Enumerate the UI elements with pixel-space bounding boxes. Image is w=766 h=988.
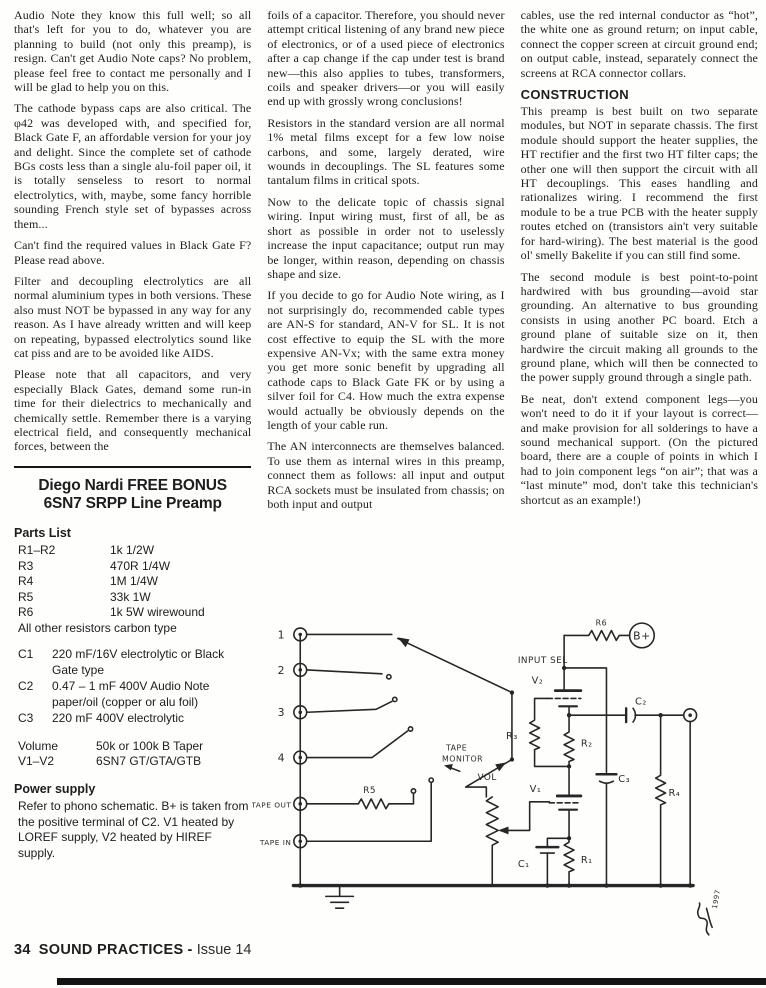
input-2-label: 2 xyxy=(277,663,285,677)
r3-label: R₃ xyxy=(506,730,518,742)
part-value: 0.47 – 1 mF 400V Audio Note paper/oil (copper or alu foil) xyxy=(52,679,210,709)
r5-label: R5 xyxy=(363,785,377,796)
selector-arrowhead xyxy=(398,637,410,647)
input2-wire xyxy=(307,670,382,674)
ground-symbol xyxy=(326,886,354,909)
tape-out-contact xyxy=(411,789,415,793)
selector-contact-3 xyxy=(393,697,397,701)
r2-label: R₂ xyxy=(580,738,593,750)
bonus-title-line2: 6SN7 SRPP Line Preamp xyxy=(43,494,222,512)
part-ref: V1–V2 xyxy=(18,754,55,769)
schematic-svg xyxy=(252,614,764,970)
bonus-parts-box xyxy=(14,466,251,862)
selector-contact-2 xyxy=(387,675,391,679)
parts-row xyxy=(14,543,251,559)
part-ref: C3 xyxy=(18,711,34,726)
v2-label: V₂ xyxy=(531,675,544,687)
paragraph: The AN interconnects are themselves balanced. To use them as internal wires in this preamp, connect them as follows: all input and output RCA sockets must be insulated from chassis; on both input and output xyxy=(267,439,505,511)
part-ref: R3 xyxy=(18,558,34,573)
r1-label: R₁ xyxy=(580,854,593,866)
paragraph: Be neat, don't extend component legs—you won't need to do it if your layout is correct—and make provision for all solderings to have a sound mechanical support. (On the pictured board, there are a couple of points in which I had to join component legs “on air”; that was a “last minute” mod, don't take this technician's shortcut as an example!) xyxy=(520,391,758,507)
resistor-r1 xyxy=(564,838,574,885)
paragraph: Resistors in the standard version are all normal 1% metal films except for a few low noise carbons, and some, largely derated, wire wounds in decouplings. The SL features some tantalum films in critical spots. xyxy=(267,115,505,188)
volume-wiper-wire xyxy=(500,802,549,831)
resistor-r2 xyxy=(564,715,574,766)
part-ref: R4 xyxy=(18,574,34,589)
input-4-label: 4 xyxy=(277,751,285,765)
tape-monitor-label-line1: TAPE xyxy=(445,743,468,753)
part-value: 470R 1/4W xyxy=(110,558,171,573)
parts-row xyxy=(14,754,251,770)
page-footer xyxy=(14,942,252,958)
signature-year: 1997 xyxy=(710,888,723,910)
parts-row xyxy=(14,679,251,710)
input-3-label: 3 xyxy=(277,706,285,720)
tape-monitor-arrowhead xyxy=(495,762,506,771)
part-value: 220 mF 400V electrolytic xyxy=(52,711,185,726)
tape-in-label: TAPE IN xyxy=(259,838,292,848)
parts-row xyxy=(14,559,251,575)
paragraph: If you decide to go for Audio Note wiring, as I not surprisingly do, recommended cable types are AN-S for standard, AN-V for SL. It is not cost effective to equip the SL with the more expensive AN-Vx; with the same extra money you get more sonic benefit by upgrading all cathode caps to Black Gate FK or by using a silver foil for C4. How much the extra expense would actually be obviously depends on the length of your cable run. xyxy=(267,288,505,432)
r4-label: R₄ xyxy=(668,787,681,799)
part-value: 1k 1/2W xyxy=(110,543,155,558)
vol-label: VOL xyxy=(477,773,497,784)
parts-row xyxy=(14,590,251,606)
footer-separator: - xyxy=(187,942,193,958)
resistors-note: All other resistors carbon type xyxy=(18,620,177,635)
resistor-r3 xyxy=(530,698,569,766)
other-parts-list xyxy=(14,739,251,770)
paragraph: Now to the delicate topic of chassis signal wiring. Input wiring must, first of all, be as short as possible in order not to uselessly increase the input capacitance; output run may be longer, within reason, depending on chassis shape and size. xyxy=(267,194,505,281)
paragraph: Audio Note they know this full well; so all that's left for you to do, whatever you are planning to build (not only this preamp), is resign. Can't get Audio Note caps? No problem, please feel free to contact me personally and I will be glad to help you on this. xyxy=(14,8,252,95)
part-value: 6SN7 GT/GTA/GTB xyxy=(96,754,202,769)
parts-row xyxy=(14,711,251,727)
r6-label: R6 xyxy=(595,618,608,628)
issue-number: Issue 14 xyxy=(196,942,252,958)
part-value: 1k 5W wirewound xyxy=(110,605,205,620)
tape-monitor-label-line2: MONITOR xyxy=(442,754,484,764)
page-number: 34 xyxy=(14,942,31,958)
scan-edge-artifact xyxy=(57,978,766,985)
part-ref: R6 xyxy=(18,605,34,620)
column-1 xyxy=(14,8,251,861)
schematic-drawing xyxy=(252,614,764,970)
input4-wire xyxy=(307,731,407,758)
magazine-name: SOUND PRACTICES xyxy=(38,942,184,958)
paragraph: The cathode bypass caps are also critical. The φ42 was developed with, and specified for, Black Gate F, an affordable version for your joy and delight. Since the complete set of cathode BGs costs less than a single alu-foil paper oil, it is totally senseless to resort to normal electrolytics, with, maybe, some fancy horrible sounding French style set of bypasses across them... xyxy=(14,101,252,231)
c2-label: C₂ xyxy=(635,696,647,708)
part-ref: C1 xyxy=(18,647,34,662)
paragraph: cables, use the red internal conductor as “hot”, the white one as ground return; on input cable, connect the copper screen at circuit ground end; on output cable, instead, separately connect the screens at RCA connector collars. xyxy=(520,8,758,80)
v1-label: V₁ xyxy=(529,784,542,795)
paragraph: foils of a capacitor. Therefore, you should never attempt critical listening of any brand new piece of electronics, or of a used piece of electronics after a cap change if the cap under test is brand new—this also applies to tubes, transformers, coils and speaker drivers—or you will easily end up with grossly wrong conclusions! xyxy=(267,8,505,109)
power-supply-heading: Power supply xyxy=(14,781,96,796)
parts-list-heading: Parts List xyxy=(14,525,71,540)
part-ref: R1–R2 xyxy=(18,543,56,558)
volume-pot xyxy=(486,797,498,886)
bonus-title-line1: Diego Nardi FREE BONUS xyxy=(38,476,227,494)
part-ref: C2 xyxy=(18,679,34,694)
selector-wiper-wire xyxy=(398,638,512,692)
paragraph: Filter and decoupling electrolytics are all normal aluminium types in both versions. These also must NOT be bypassed in any way for any reason. As I have already written and will keep on repeating, bypassed electrolytics sound like cat piss and are to be avoided like AIDS. xyxy=(14,273,252,360)
parts-row xyxy=(14,605,251,621)
power-supply-text: Refer to phono schematic. B+ is taken from the positive terminal of C2. V1 heated by LOREF supply, V2 heated by HIREF supply. xyxy=(18,799,249,860)
resistor-r4 xyxy=(656,715,666,885)
resistor-r6 xyxy=(564,631,629,641)
c1-label: C₁ xyxy=(517,858,530,870)
schematic-labels xyxy=(252,619,722,910)
c3-label: C₃ xyxy=(618,774,631,786)
construction-heading: CONSTRUCTION xyxy=(520,87,629,103)
part-ref: R5 xyxy=(18,589,34,604)
part-value: 220 mF/16V electrolytic or Black Gate type xyxy=(52,647,225,677)
part-value: 33k 1W xyxy=(110,589,151,604)
part-ref: Volume xyxy=(18,738,59,753)
parts-row xyxy=(14,647,251,678)
part-value: 1M 1/4W xyxy=(110,574,159,589)
input-1-label: 1 xyxy=(277,628,285,642)
paragraph: This preamp is best built on two separate modules, but NOT in separate chassis. The first module should support the heater supplies, the HT rectifier and the first two HT filter caps; the other one will then support the circuit with all HT decouplings. This eases handling and rationalizes wiring. I recommend the first module to be a true PCB with the heater supply routes etched on (transistors ain't very suitable for hard-wiring). The best material is the good ol' smelly Bakelite if you can still find some. xyxy=(520,104,758,263)
parts-row xyxy=(14,739,251,755)
tape-in-contact xyxy=(429,778,433,782)
bplus-label: B+ xyxy=(633,629,651,643)
parts-row xyxy=(14,574,251,590)
tape-out-label: TAPE OUT xyxy=(252,800,292,810)
paragraph: Please note that all capacitors, and very especially Black Gates, demand some run-in time for their dielectrics to mechanically and chemically settle. Remember there is a varying electrical field, and consequently mechanical forces, between the xyxy=(14,367,252,454)
input-sel-label: INPUT SEL xyxy=(517,656,568,667)
part-value: 50k or 100k B Taper xyxy=(96,738,204,753)
resistor-r5 xyxy=(358,799,389,809)
capacitor-list xyxy=(14,647,251,727)
paragraph: The second module is best point-to-point hardwired with bus grounding—avoid star grounding. An alternative to bus grounding consists in using another PC board. Etch a ground plane of suitable size on it, then hardwire the circuit making all grounds to the ground plane, which will then be connected to the power supply ground through a single path. xyxy=(520,269,758,385)
input3-wire xyxy=(307,701,392,712)
volume-wiper-arrowhead xyxy=(498,826,508,834)
selector-contact-4 xyxy=(408,727,412,731)
paragraph: Can't find the required values in Black Gate F? Please read above. xyxy=(14,238,252,267)
bonus-box-title xyxy=(14,477,251,513)
